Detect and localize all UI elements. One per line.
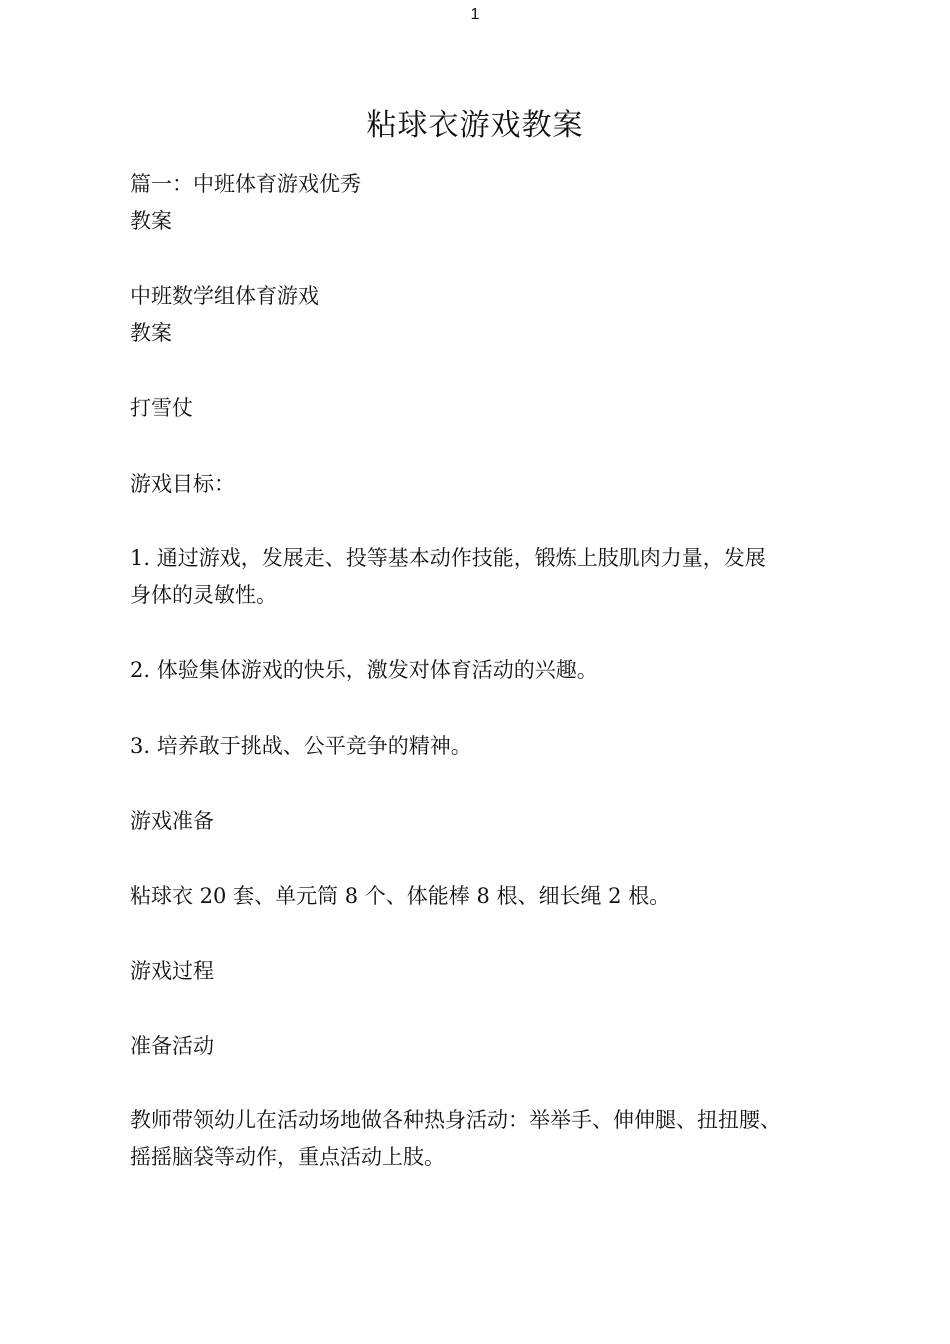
goal-2 [130,652,830,689]
game-name-text: 打雪仗 [130,396,193,420]
process-label-text: 游戏过程 [130,959,214,983]
warmup-text [130,1102,830,1176]
prep-label [130,803,830,840]
warmup-label [130,1028,830,1065]
heading-1-line-2: 教案 [130,209,172,233]
process-label [130,953,830,990]
section-heading-1 [130,166,830,240]
goal-1-line-2: 身体的灵敏性。 [130,583,277,607]
warmup-label-text: 准备活动 [130,1034,214,1058]
warmup-text-line-2: 摇摇脑袋等动作，重点活动上肢。 [130,1145,445,1169]
goals-label [130,466,830,503]
warmup-text-line-1: 教师带领幼儿在活动场地做各种热身活动：举举手、伸伸腿、扭扭腰、 [130,1108,781,1132]
document-title: 粘球衣游戏教案 [366,108,584,143]
goal-3-text: 3. 培养敢于挑战、公平竞争的精神。 [130,734,472,758]
page-number: 1 [470,6,480,23]
prep-text [130,878,830,915]
goal-1 [130,540,830,614]
heading-1-line-1: 篇一：中班体育游戏优秀 [130,172,361,196]
heading-2-line-2: 教案 [130,321,172,345]
goal-2-text: 2. 体验集体游戏的快乐，激发对体育活动的兴趣。 [130,658,598,682]
prep-text-line: 粘球衣 20 套、单元筒 8 个、体能棒 8 根、细长绳 2 根。 [130,884,671,908]
prep-label-text: 游戏准备 [130,809,214,833]
goals-label-text: 游戏目标： [130,472,235,496]
game-name [130,390,830,427]
goal-3 [130,728,830,765]
heading-2-line-1: 中班数学组体育游戏 [130,284,319,308]
goal-1-line-1: 1. 通过游戏，发展走、投等基本动作技能，锻炼上肢肌肉力量，发展 [130,546,766,570]
section-heading-2 [130,278,830,352]
